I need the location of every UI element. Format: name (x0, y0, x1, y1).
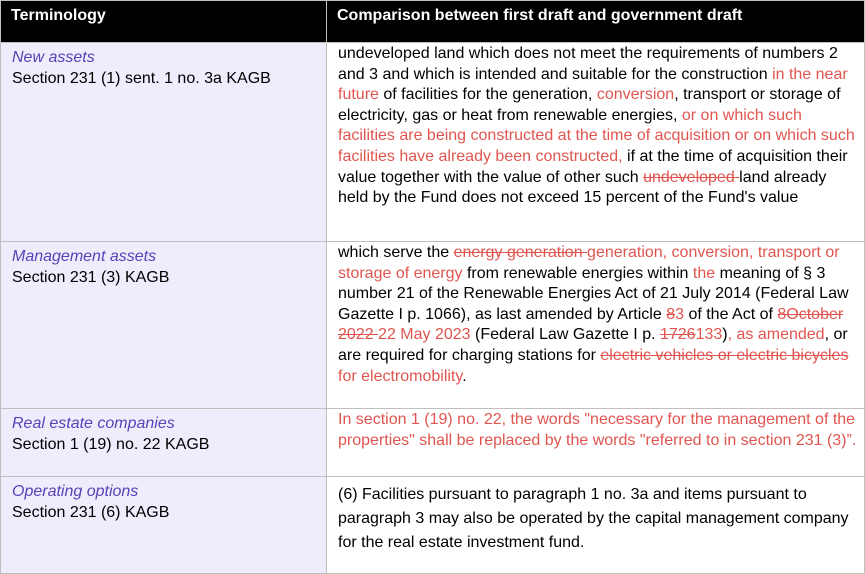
deleted-text: energy generation (453, 244, 588, 261)
term-cell (1, 477, 327, 574)
inserted-text: conversion (596, 86, 675, 104)
comparison-text (327, 477, 865, 574)
text-segment: of facilities for the generation, (378, 86, 597, 104)
term-section: Section 231 (3) KAGB (12, 269, 170, 286)
inserted-text: or on which such facilities are being constructed at the time of acquisition or on which such facilities have already been constructed, (338, 106, 855, 165)
header-row (1, 1, 865, 43)
term-cell (1, 409, 327, 477)
deleted-text: undeveloped (643, 168, 740, 186)
inserted-text: 22 May 2023 (378, 326, 471, 344)
comparison-text (327, 409, 865, 477)
inserted-text: 133 (695, 326, 723, 344)
text-segment: , or are required for charging stations for (338, 326, 848, 364)
term-name: New assets (12, 49, 95, 66)
table-row (1, 43, 865, 242)
text-segment: , transport or storage of electricity, gas or heat from renewable energies, (338, 86, 841, 124)
header-comparison: Comparison between first draft and government draft (327, 1, 865, 43)
deleted-text: electric vehicles or electric bicycles (600, 346, 849, 364)
table-row (1, 477, 865, 574)
term-cell (1, 242, 327, 409)
term-name: Real estate companies (12, 415, 175, 432)
term-name: Operating options (12, 483, 139, 500)
inserted-text: in the near future (338, 65, 848, 104)
term-section: Section 231 (6) KAGB (12, 504, 170, 521)
text-segment: from renewable energies within (462, 264, 693, 282)
term-section: Section 231 (1) sent. 1 no. 3a KAGB (12, 70, 271, 87)
term-section: Section 1 (19) no. 22 KAGB (12, 436, 210, 453)
text-segment: (Federal Law Gazette I p. (470, 326, 660, 344)
text-segment: which serve the (338, 244, 454, 261)
table-row (1, 242, 865, 409)
term-cell (1, 43, 327, 242)
inserted-text: , as amended (727, 326, 825, 344)
deleted-text: 8 (666, 305, 676, 323)
text-segment: . (462, 367, 467, 385)
comparison-text (327, 43, 865, 242)
text-segment: undeveloped land which does not meet the requirements of numbers 2 and 3 and which is intended and suitable for the construction (338, 45, 838, 83)
text-segment: of the Act of (684, 305, 778, 323)
inserted-text: 3 (675, 305, 684, 323)
inserted-text: In section 1 (19) no. 22, the words "necessary for the management of the properties" shall be replaced by the words "referred to in section 231 (3)”. (338, 411, 857, 449)
comparison-text (327, 242, 865, 409)
text-segment: land already held by the Fund does not exceed 15 percent of the Fund's value (338, 168, 827, 207)
header-terminology: Terminology (1, 1, 327, 43)
text-segment: meaning of § 3 number 21 of the Renewable Energies Act of 21 July 2014 (Federal Law Gazette I p. 1066), as last amended by Article (338, 264, 849, 323)
text-segment: (6) Facilities pursuant to paragraph 1 no. 3a and items pursuant to paragraph 3 may also be operated by the capital management company for the real estate investment fund. (338, 486, 849, 551)
inserted-text: for electromobility (338, 367, 463, 385)
deleted-text: 1726 (659, 326, 696, 344)
inserted-text: generation, conversion, transport or storage of energy (338, 244, 840, 282)
text-segment: if at the time of acquisition their value together with the value of other such (338, 147, 848, 186)
table-row (1, 409, 865, 477)
text-segment: ) (722, 326, 728, 344)
term-name: Management assets (12, 248, 157, 265)
inserted-text: the (692, 264, 716, 282)
deleted-text: 8October 2022 (338, 305, 844, 344)
